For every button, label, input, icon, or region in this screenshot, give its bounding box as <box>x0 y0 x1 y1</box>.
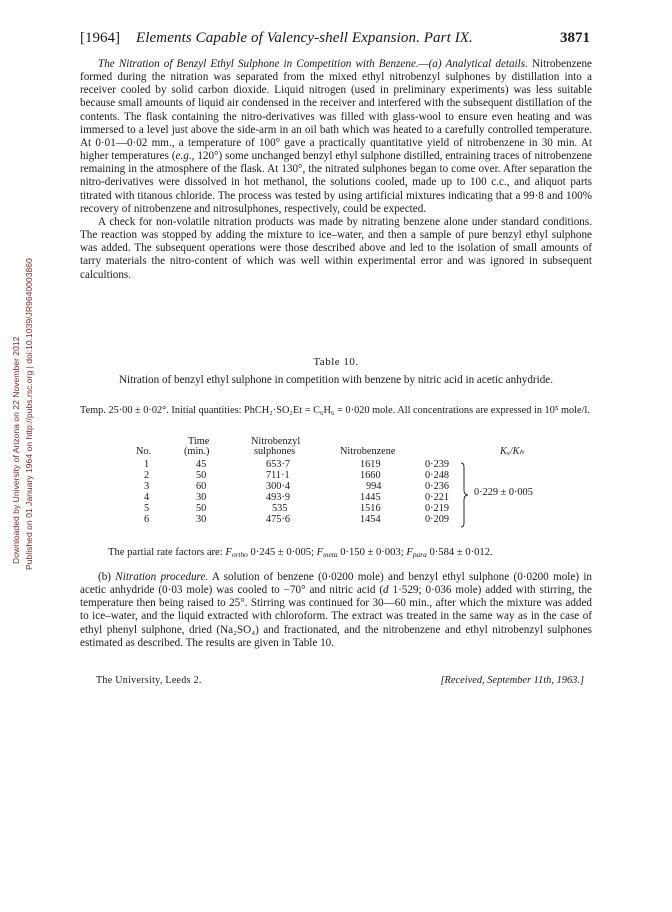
f-ortho-symbol: F <box>225 547 232 558</box>
row-time: 30 <box>196 492 207 503</box>
row-number: 2 <box>144 470 150 481</box>
running-header <box>80 30 590 50</box>
col-header-no: No. <box>136 446 152 457</box>
row-number: 5 <box>144 503 150 514</box>
row-ratio: 0·239 <box>425 459 450 470</box>
paragraph-text: Nitrobenzene formed during the nitration was separated from the mixed ethyl nitrobenzyl sulphones by distillation into a receiver cooled by solid carbon dioxide. Liquid nitrogen (used in preliminary experiments) was less suitable because small amounts of liquid air condensed in the receiver and interfered with the subsequent distillation of the contents. The flask containing the nitro-derivatives was filled with glass-wool to ensure even heating and was immersed to a level just above the side-arm in an oil bath which was heated to a carefully controlled temperature. At 0·01—0·02 mm., a temperature of 100° gave a practically quantitative yield of nitrobenzene in 30 min. At higher temperatures ( <box>80 58 592 163</box>
section-label: (b) <box>98 571 116 583</box>
row-nitrobenzene: 1619 <box>360 459 381 470</box>
row-nitrobenzene: 1445 <box>360 492 381 503</box>
nitration-procedure-paragraph <box>80 571 592 650</box>
col-header-time: Time <box>188 436 210 447</box>
row-time: 60 <box>196 481 207 492</box>
analytical-details-section <box>80 58 592 282</box>
table-caption: Nitration of benzyl ethyl sulphone in competition with benzene by nitric acid in acetic anhydride. <box>118 374 554 386</box>
eg-abbrev: e.g. <box>175 150 192 163</box>
header-title: Elements Capable of Valency-shell Expansion. Part IX. <box>136 30 473 46</box>
non-volatile-check-paragraph: A check for non-volatile nitration products was made by nitrating benzene alone under standard conditions. The reaction was stopped by adding the mixture to ice–water, and then a sample of pure benzyl ethyl sulphone was added. The subsequent operations were those described above and led to the isolation of small amounts of tarry materials the nitro-content of which was well within experimental error and was ignored in subsequent calcultions. <box>80 215 592 281</box>
row-nitrobenzene: 1454 <box>360 514 381 525</box>
row-number: 1 <box>144 459 150 470</box>
row-nitrobenzene: 994 <box>366 481 382 492</box>
f-meta-value: 0·150 ± 0·003; <box>340 547 404 558</box>
row-sulphones: 300·4 <box>266 481 291 492</box>
row-time: 50 <box>196 470 207 481</box>
row-sulphones: 711·1 <box>266 470 290 481</box>
row-number: 4 <box>144 492 150 503</box>
mean-ratio: 0·229 ± 0·005 <box>474 487 533 498</box>
f-meta-symbol: F <box>316 547 324 558</box>
published-on-text: Published on 01 January 1964 on http://pubs.rsc.org | doi:10.1039/JR9640003860 <box>24 258 34 570</box>
row-ratio: 0·248 <box>425 470 450 481</box>
paragraph-text-continued: , 120°) some unchanged benzyl ethyl sulphone distilled, entraining traces of nitrobenzene remaining in the atmosphere of the flask. At 130°, the nitrated sulphones began to come over. After separation the nitro-derivatives were dissolved in hot methanol, the solutions cooled, made up to 100 c.c., and aliquot parts titrated with titanous chloride. The process was tested by using artificial mixtures indicating that a 99·8 and 100% recovery of nitrobenzene and nitrosulphones, respectively, could be expected. <box>80 150 592 215</box>
header-year: [1964] <box>80 30 120 46</box>
grouping-brace <box>460 462 470 528</box>
nitration-procedure-section <box>80 571 592 650</box>
page-number: 3871 <box>560 30 590 46</box>
row-number: 3 <box>144 481 150 492</box>
col-header-nitrobenzyl: Nitrobenzyl <box>251 436 301 447</box>
col-header-sulphones: sulphones <box>254 446 296 457</box>
col-header-rate-ratio: Kₓ/Kₕ <box>500 446 524 457</box>
affiliation: The University, Leeds 2. <box>96 675 202 686</box>
row-nitrobenzene: 1660 <box>360 470 381 481</box>
row-time: 50 <box>196 503 207 514</box>
results-table <box>108 434 578 538</box>
paragraph-text-continued: 1·529; 0·036 mole) added with stirring, the temperature then being raised to 25°. Stirring was continued for 30—60 min., after which the mixture was added to ice–water, and the liquid extracted with chloroform. The extract was treated in the same way as in the case of ethyl phenyl sulphone, dried (Na₂SO₄) and fractionated, and the nitrobenzene and ethyl nitrobenzyl sulphones estimated as described. The results are given in Table 10. <box>80 584 592 649</box>
meta-subscript: meta <box>323 550 338 559</box>
col-header-time-unit: (min.) <box>184 446 210 457</box>
table-conditions: Temp. 25·00 ± 0·02°. Initial quantities: PhCH₂·SO₂Et = C₆H₆ = 0·020 mole. All concentrations are expressed in 10⁵ mole/l. <box>80 405 590 416</box>
analytical-details-paragraph <box>80 58 592 216</box>
col-header-nitrobenzene: Nitrobenzene <box>340 446 396 457</box>
density-symbol: d <box>383 584 389 597</box>
rate-factors-intro: The partial rate factors are: <box>108 547 223 558</box>
section-heading: Nitration procedure. <box>115 571 209 583</box>
f-ortho-value: 0·245 ± 0·005; <box>250 547 315 558</box>
row-sulphones: 535 <box>272 503 288 514</box>
received-date: [Received, September 11th, 1963.] <box>440 675 584 686</box>
row-time: 45 <box>196 459 207 470</box>
para-subscript: para <box>412 550 427 559</box>
row-time: 30 <box>196 514 207 525</box>
section-heading: The Nitration of Benzyl Ethyl Sulphone in Competition with Benzene.—(a) Analytical details. <box>98 58 528 70</box>
f-para-value: 0·584 ± 0·012. <box>429 547 493 558</box>
row-sulphones: 475·6 <box>266 514 291 525</box>
row-nitrobenzene: 1516 <box>360 503 381 514</box>
row-sulphones: 653·7 <box>266 459 291 470</box>
row-ratio: 0·219 <box>425 503 450 514</box>
partial-rate-factors <box>108 547 588 558</box>
row-ratio: 0·221 <box>425 492 450 503</box>
ortho-subscript: ortho <box>231 550 248 559</box>
row-ratio: 0·209 <box>425 514 450 525</box>
table-label: Table 10. <box>313 356 359 368</box>
paragraph-text: A solution of benzene (0·0200 mole) and benzyl ethyl sulphone (0·0200 mole) in acetic anhydride (0·03 mole) was cooled to −70° and nitric acid ( <box>80 571 592 597</box>
row-sulphones: 493·9 <box>266 492 291 503</box>
f-para-symbol: F <box>406 547 413 558</box>
row-ratio: 0·236 <box>425 481 450 492</box>
row-number: 6 <box>144 514 150 525</box>
download-notice <box>6 200 40 570</box>
downloaded-by-text: Downloaded by University of Arizona on 22 November 2012 <box>11 336 21 564</box>
